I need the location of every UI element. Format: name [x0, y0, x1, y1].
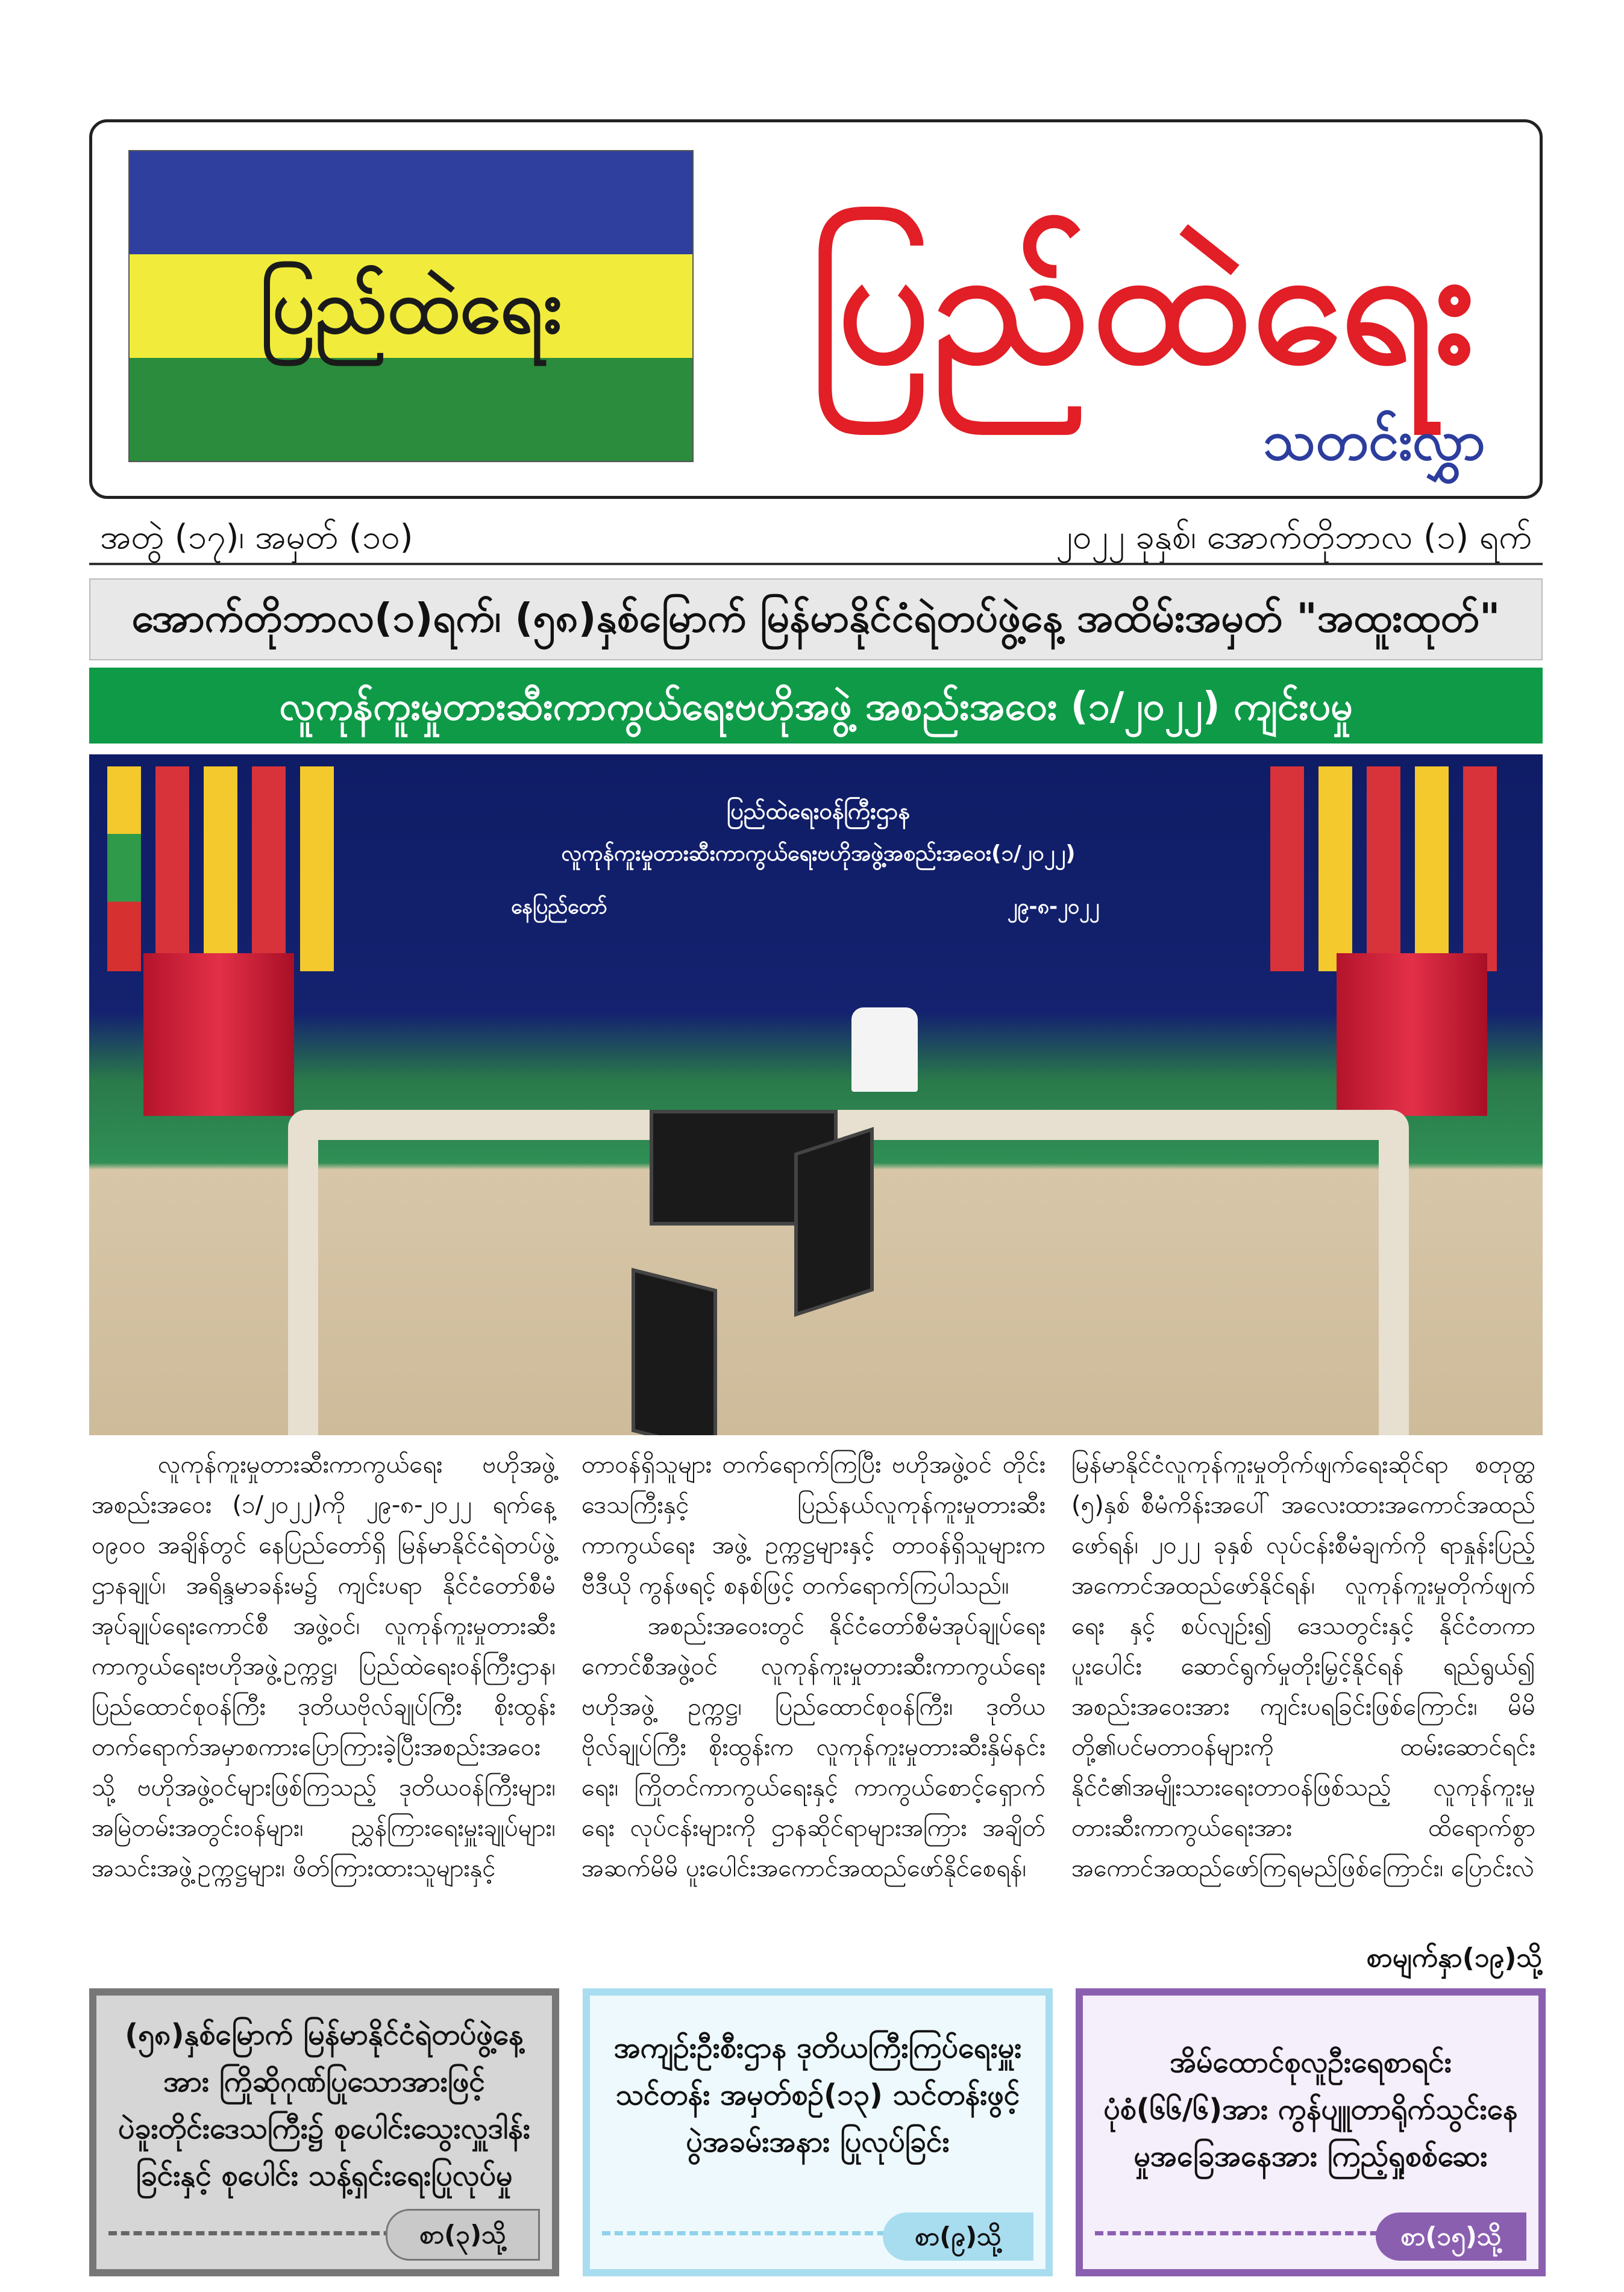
teaser-box[interactable] — [583, 1988, 1053, 2276]
flag-icon — [1415, 766, 1449, 971]
flag-icon — [1463, 766, 1497, 971]
continued-on-page: စာမျက်နှာ(၁၉)သို့ — [1366, 1943, 1542, 1973]
teaser-page-link[interactable]: စာ(၃)သို့ — [386, 2209, 540, 2261]
teaser-box[interactable] — [1076, 1988, 1546, 2276]
monitor-icon — [632, 1268, 717, 1435]
newspaper-title: ပြည်ထဲရေး — [810, 210, 1478, 399]
flag-icon — [1270, 766, 1304, 971]
flag-band-green — [130, 358, 692, 461]
teaser-page-link[interactable]: စာ(၁၅)သို့ — [1376, 2212, 1526, 2261]
article-paragraph: လူကုန်ကူးမှုတားဆီးကာကွယ်ရေး ဗဟိုအဖွဲ့ အစည်းအဝေး (၁/၂၀၂၂)ကို ၂၉-၈-၂၀၂၂ ရက်နေ့ ၀၉၀၀ အချိန်တွင် နေပြည်တော်ရှိ မြန်မာနိုင်ငံရဲတပ်ဖွဲ့ ဌာနချုပ်၊ အရိန္ဒမာခန်းမ၌ ကျင်းပရာ နိုင်ငံတော်စီမံ အုပ်ချုပ်ရေးကောင်စီ အဖွဲ့ဝင်၊ လူကုန်ကူးမှုတားဆီး ကာကွယ်ရေးဗဟိုအဖွဲ့ဥက္ကဋ္ဌ၊ ပြည်ထဲရေးဝန်ကြီးဌာန၊ ပြည်ထောင်စုဝန်ကြီး ဒုတိယဗိုလ်ချုပ်ကြီး စိုးထွန်း တက်ရောက်အမှာစကားပြောကြားခဲ့ပြီးအစည်းအဝေးသို့ ဗဟိုအဖွဲ့ဝင်များဖြစ်ကြသည့် ဒုတိယဝန်ကြီးများ၊ အမြဲတမ်းအတွင်းဝန်များ၊ ညွှန်ကြားရေးမှူးချုပ်များ၊ အသင်းအဖွဲ့ဥက္ကဋ္ဌများ၊ ဖိတ်ကြားထားသူများနှင့် — [92, 1451, 556, 1882]
flag-icon — [204, 766, 237, 971]
flag-icon — [300, 766, 334, 971]
masthead-flag-logo — [128, 150, 694, 462]
article-paragraph: တာဝန်ရှိသူများ တက်ရောက်ကြပြီး ဗဟိုအဖွဲ့ဝင် တိုင်း ဒေသကြီးနှင့် ပြည်နယ်လူကုန်ကူးမှုတားဆီးကာကွယ်ရေး အဖွဲ့ ဥက္ကဋ္ဌများနှင့် တာဝန်ရှိသူများက ဗီဒီယို ကွန်ဖရင့် စနစ်ဖြင့် တက်ရောက်ကြပါသည်။ — [582, 1451, 1046, 1600]
article-paragraph: အစည်းအဝေးတွင် နိုင်ငံတော်စီမံအုပ်ချုပ်ရေး ကောင်စီအဖွဲ့ဝင် လူကုန်ကူးမှုတားဆီးကာကွယ်ရေး ဗဟိုအဖွဲ့ ဥက္ကဋ္ဌ၊ ပြည်ထောင်စုဝန်ကြီး၊ ဒုတိယ ဗိုလ်ချုပ်ကြီး စိုးထွန်းက လူကုန်ကူးမှုတားဆီးနှိမ်နင်းရေး၊ ကြိုတင်ကာကွယ်ရေးနှင့် ကာကွယ်စောင့်ရှောက်ရေး လုပ်ငန်းများကို ဌာနဆိုင်ရာများအကြား အချိတ် အဆက်မိမိ ပူးပေါင်းအကောင်အထည်ဖော်နိုင်စေရန်၊ — [582, 1612, 1046, 1882]
backdrop-meeting-title: လူကုန်ကူးမှုတားဆီးကာကွယ်ရေးဗဟိုအဖွဲ့အစည်းအဝေး(၁/၂၀၂၂) — [561, 841, 1076, 866]
flag-icon — [155, 766, 189, 971]
backdrop-date: ၂၉-၈-၂၀၂၂ — [1007, 895, 1100, 919]
flag-band-blue — [130, 151, 692, 254]
teaser-text: အကျဉ်းဦးစီးဌာန ဒုတိယကြီးကြပ်ရေးမှူးသင်တန်း အမှတ်စဉ်(၁၃) သင်တန်းဖွင့်ပွဲအခမ်းအနား ပြုလုပ်ခြင်း — [613, 2031, 1022, 2159]
curtain — [1337, 953, 1487, 1116]
flag-logo-text: ပြည်ထဲရေး — [260, 263, 562, 350]
flag-icon — [1367, 766, 1400, 971]
teaser-page-link[interactable]: စာ(၉)သို့ — [883, 2212, 1033, 2261]
teaser-text: အိမ်ထောင်စုလူဦးရေစာရင်း ပုံစံ(၆၆/၆)အား ကွန်ပျူတာရိုက်သွင်းနေမှုအခြေအနေအား ကြည့်ရှုစစ်ဆေး — [1103, 2046, 1518, 2173]
headline-text: အောက်တိုဘာလ(၁)ရက်၊ (၅၈)နှစ်မြောက် မြန်မာနိုင်ငံရဲတပ်ဖွဲ့နေ့ အထိမ်းအမှတ် "အထူးထုတ်" — [131, 595, 1500, 641]
story-title: လူကုန်ကူးမှုတားဆီးကာကွယ်ရေးဗဟိုအဖွဲ့ အစည်းအဝေး (၁/၂၀၂၂) ကျင်းပမှု — [279, 684, 1353, 729]
backdrop-place: နေပြည်တော် — [511, 895, 607, 919]
article-column-3 — [1071, 1445, 1535, 1999]
backdrop-ministry: ပြည်ထဲရေးဝန်ကြီးဌာန — [726, 798, 911, 824]
masthead — [89, 119, 1543, 499]
newspaper-subtitle: သတင်းလွှာ — [1263, 409, 1485, 472]
curtain — [143, 953, 294, 1116]
teaser-text: (၅၈)နှစ်မြောက် မြန်မာနိုင်ငံရဲတပ်ဖွဲ့နေ့အား ကြိုဆိုဂုဏ်ပြုသောအားဖြင့် ပဲခူးတိုင်းဒေသကြီး၌ စုပေါင်းသွေးလှူဒါန်းခြင်းနှင့် စုပေါင်း သန့်ရှင်းရေးပြုလုပ်မှု — [118, 2018, 530, 2193]
story-title-bar — [89, 668, 1543, 744]
monitor-icon — [794, 1127, 874, 1317]
article-column-1 — [92, 1445, 556, 1999]
speaker-figure — [851, 1007, 918, 1092]
teaser-box[interactable] — [89, 1988, 559, 2276]
issue-bar — [89, 510, 1543, 565]
issue-date: ၂၀၂၂ ခုနှစ်၊ အောက်တိုဘာလ (၁) ရက် — [1056, 518, 1532, 557]
flag-icon — [107, 766, 141, 971]
meeting-photo — [89, 754, 1543, 1435]
flag-icon — [1318, 766, 1352, 971]
article-paragraph: မြန်မာနိုင်ငံလူကုန်ကူးမှုတိုက်ဖျက်ရေးဆိုင်ရာ စတုတ္ထ (၅)နှစ် စီမံကိန်းအပေါ် အလေးထားအကောင်အထည် ဖော်ရန်၊ ၂၀၂၂ ခုနှစ် လုပ်ငန်းစီမံချက်ကို ရာနှုန်းပြည့် အကောင်အထည်ဖော်နိုင်ရန်၊ လူကုန်ကူးမှုတိုက်ဖျက်ရေး နှင့် စပ်လျဉ်း၍ ဒေသတွင်းနှင့် နိုင်ငံတကာ ပူးပေါင်း ဆောင်ရွက်မှုတိုးမြှင့်နိုင်ရန် ရည်ရွယ်၍ အစည်းအဝေးအား ကျင်းပရခြင်းဖြစ်ကြောင်း၊ မိမိတို့၏ပင်မတာဝန်များကို ထမ်းဆောင်ရင်း နိုင်ငံ၏အမျိုးသားရေးတာဝန်ဖြစ်သည့် လူကုန်ကူးမှုတားဆီးကာကွယ်ရေးအား ထိရောက်စွာ အကောင်အထည်ဖော်ကြရမည်ဖြစ်ကြောင်း၊ ပြောင်းလဲ — [1071, 1451, 1535, 1882]
headline-banner — [89, 578, 1543, 660]
article-column-2 — [582, 1445, 1046, 1999]
flag-icon — [252, 766, 286, 971]
issue-volume: အတွဲ (၁၇)၊ အမှတ် (၁၀) — [100, 518, 413, 557]
